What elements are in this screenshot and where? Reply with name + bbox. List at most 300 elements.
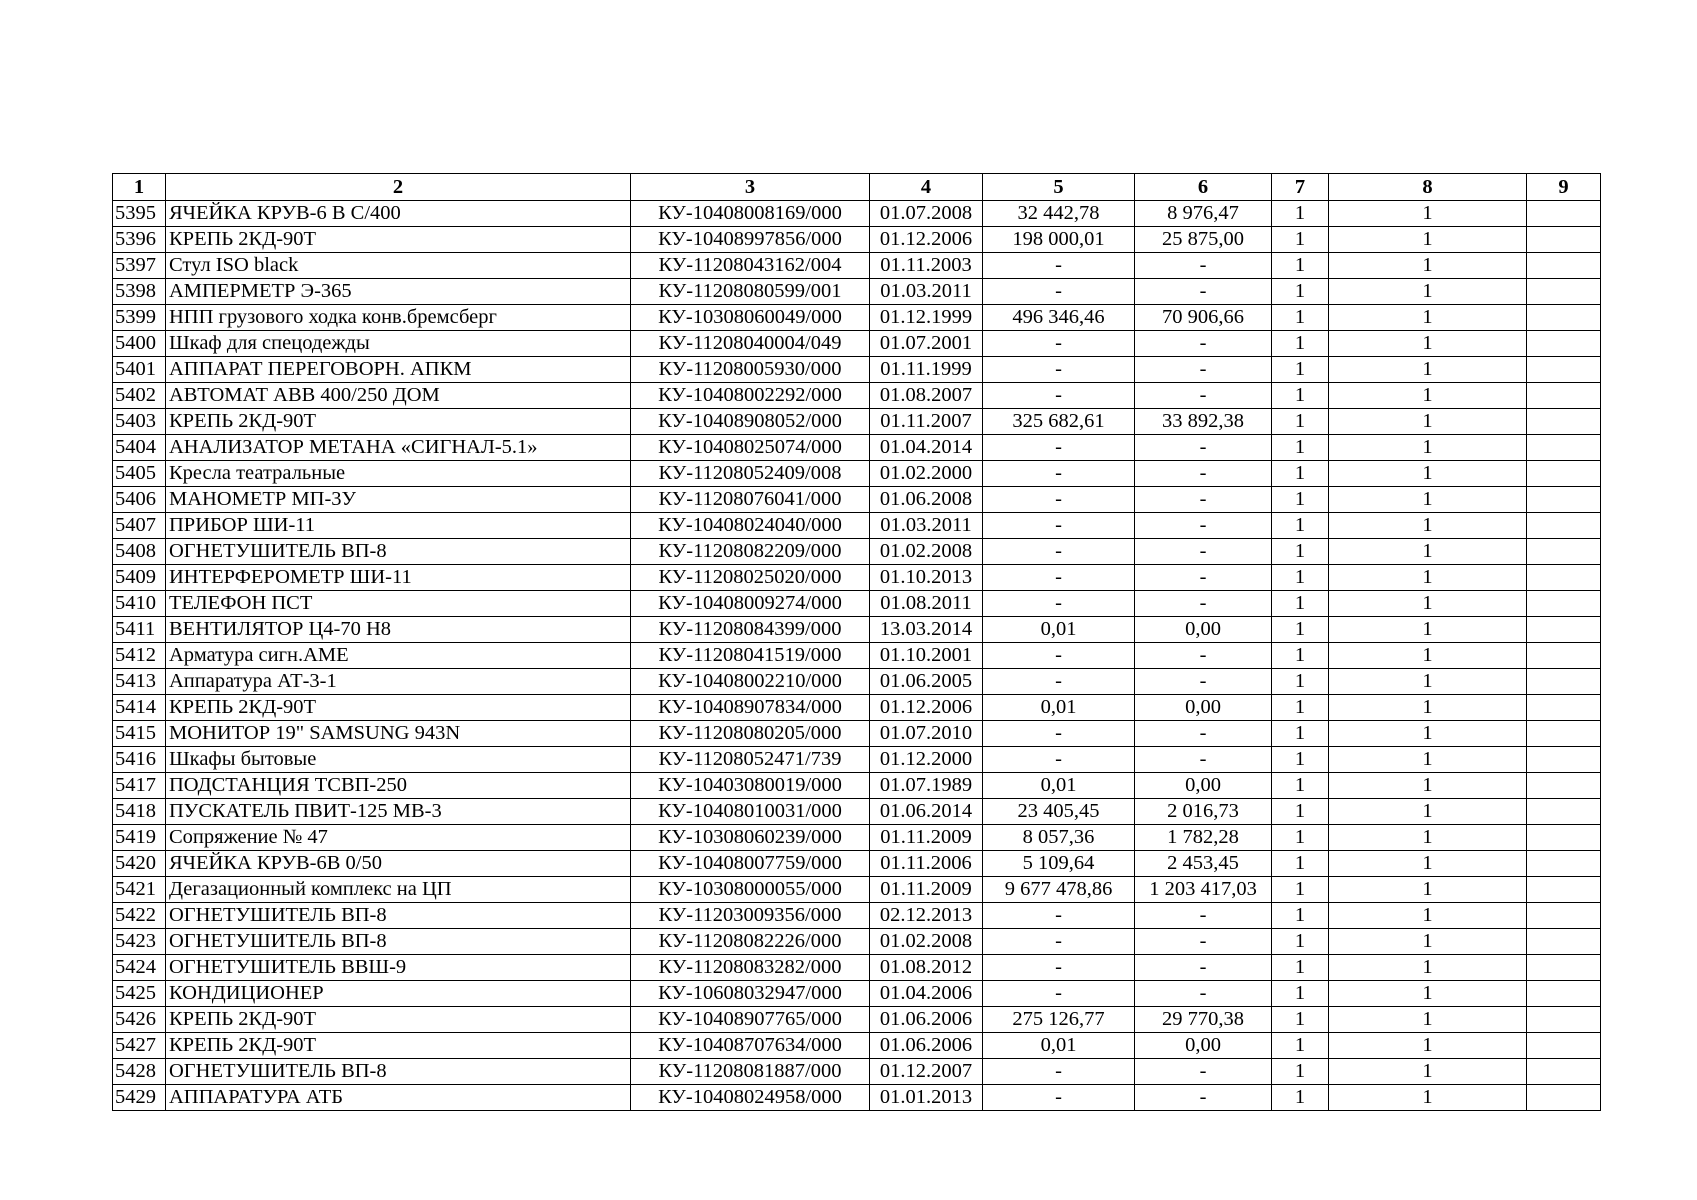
- table-row: [113, 903, 1601, 929]
- date-cell: 01.01.2013: [870, 1085, 983, 1111]
- row-number-cell: 5426: [113, 1007, 166, 1033]
- row-number-cell: 5397: [113, 253, 166, 279]
- initial-cost-cell: -: [983, 955, 1135, 981]
- date-cell: 01.10.2013: [870, 565, 983, 591]
- row-number-cell: 5421: [113, 877, 166, 903]
- note-cell: [1527, 929, 1601, 955]
- residual-cost-cell: -: [1135, 357, 1272, 383]
- asset-table: [112, 173, 1601, 1111]
- quantity-actual-cell: 1: [1329, 253, 1527, 279]
- initial-cost-cell: -: [983, 487, 1135, 513]
- column-header-5: 5: [983, 174, 1135, 201]
- row-number-cell: 5419: [113, 825, 166, 851]
- name-cell: ВЕНТИЛЯТОР Ц4-70 Н8: [166, 617, 631, 643]
- date-cell: 01.02.2008: [870, 929, 983, 955]
- quantity-actual-cell: 1: [1329, 617, 1527, 643]
- initial-cost-cell: -: [983, 539, 1135, 565]
- table-row: [113, 487, 1601, 513]
- table-row: [113, 227, 1601, 253]
- quantity-cell: 1: [1272, 513, 1329, 539]
- quantity-cell: 1: [1272, 799, 1329, 825]
- name-cell: МАНОМЕТР МП-3У: [166, 487, 631, 513]
- initial-cost-cell: 0,01: [983, 1033, 1135, 1059]
- residual-cost-cell: -: [1135, 383, 1272, 409]
- row-number-cell: 5424: [113, 955, 166, 981]
- quantity-actual-cell: 1: [1329, 435, 1527, 461]
- table-row: [113, 279, 1601, 305]
- date-cell: 01.02.2000: [870, 461, 983, 487]
- residual-cost-cell: -: [1135, 903, 1272, 929]
- name-cell: МОНИТОР 19" SAMSUNG 943N: [166, 721, 631, 747]
- date-cell: 01.04.2014: [870, 435, 983, 461]
- quantity-actual-cell: 1: [1329, 877, 1527, 903]
- name-cell: Шкаф для спецодежды: [166, 331, 631, 357]
- quantity-cell: 1: [1272, 955, 1329, 981]
- residual-cost-cell: 1 203 417,03: [1135, 877, 1272, 903]
- quantity-actual-cell: 1: [1329, 513, 1527, 539]
- quantity-actual-cell: 1: [1329, 201, 1527, 227]
- name-cell: АППАРАТУРА АТБ: [166, 1085, 631, 1111]
- note-cell: [1527, 253, 1601, 279]
- inventory-code-cell: КУ-11208084399/000: [631, 617, 870, 643]
- inventory-code-cell: КУ-11208025020/000: [631, 565, 870, 591]
- initial-cost-cell: -: [983, 747, 1135, 773]
- initial-cost-cell: 5 109,64: [983, 851, 1135, 877]
- name-cell: АВТОМАТ АВВ 400/250 ДОМ: [166, 383, 631, 409]
- table-row: [113, 435, 1601, 461]
- table-row: [113, 617, 1601, 643]
- date-cell: 01.07.2010: [870, 721, 983, 747]
- initial-cost-cell: 0,01: [983, 617, 1135, 643]
- initial-cost-cell: -: [983, 331, 1135, 357]
- name-cell: ОГНЕТУШИТЕЛЬ ВП-8: [166, 1059, 631, 1085]
- name-cell: НПП грузового ходка конв.бремсберг: [166, 305, 631, 331]
- table-row: [113, 513, 1601, 539]
- note-cell: [1527, 305, 1601, 331]
- quantity-cell: 1: [1272, 383, 1329, 409]
- residual-cost-cell: -: [1135, 643, 1272, 669]
- table-row: [113, 383, 1601, 409]
- residual-cost-cell: 2 453,45: [1135, 851, 1272, 877]
- quantity-cell: 1: [1272, 721, 1329, 747]
- quantity-actual-cell: 1: [1329, 903, 1527, 929]
- column-header-4: 4: [870, 174, 983, 201]
- note-cell: [1527, 669, 1601, 695]
- row-number-cell: 5409: [113, 565, 166, 591]
- residual-cost-cell: -: [1135, 591, 1272, 617]
- initial-cost-cell: 496 346,46: [983, 305, 1135, 331]
- row-number-cell: 5400: [113, 331, 166, 357]
- quantity-actual-cell: 1: [1329, 331, 1527, 357]
- note-cell: [1527, 773, 1601, 799]
- initial-cost-cell: -: [983, 513, 1135, 539]
- row-number-cell: 5418: [113, 799, 166, 825]
- quantity-actual-cell: 1: [1329, 1085, 1527, 1111]
- name-cell: Аппаратура АТ-3-1: [166, 669, 631, 695]
- name-cell: Дегазационный комплекс на ЦП: [166, 877, 631, 903]
- date-cell: 01.06.2006: [870, 1033, 983, 1059]
- quantity-actual-cell: 1: [1329, 929, 1527, 955]
- table-row: [113, 201, 1601, 227]
- initial-cost-cell: -: [983, 461, 1135, 487]
- initial-cost-cell: -: [983, 253, 1135, 279]
- quantity-actual-cell: 1: [1329, 955, 1527, 981]
- date-cell: 01.12.2007: [870, 1059, 983, 1085]
- note-cell: [1527, 331, 1601, 357]
- row-number-cell: 5395: [113, 201, 166, 227]
- table-row: [113, 1033, 1601, 1059]
- inventory-code-cell: КУ-10308060239/000: [631, 825, 870, 851]
- note-cell: [1527, 747, 1601, 773]
- inventory-code-cell: КУ-10408002292/000: [631, 383, 870, 409]
- residual-cost-cell: -: [1135, 955, 1272, 981]
- note-cell: [1527, 903, 1601, 929]
- inventory-code-cell: КУ-10408707634/000: [631, 1033, 870, 1059]
- initial-cost-cell: -: [983, 565, 1135, 591]
- quantity-cell: 1: [1272, 591, 1329, 617]
- residual-cost-cell: -: [1135, 747, 1272, 773]
- table-row: [113, 695, 1601, 721]
- note-cell: [1527, 383, 1601, 409]
- quantity-actual-cell: 1: [1329, 409, 1527, 435]
- quantity-actual-cell: 1: [1329, 981, 1527, 1007]
- date-cell: 01.06.2006: [870, 1007, 983, 1033]
- quantity-actual-cell: 1: [1329, 539, 1527, 565]
- quantity-cell: 1: [1272, 1007, 1329, 1033]
- quantity-cell: 1: [1272, 539, 1329, 565]
- note-cell: [1527, 1059, 1601, 1085]
- quantity-cell: 1: [1272, 1085, 1329, 1111]
- date-cell: 01.12.2006: [870, 227, 983, 253]
- date-cell: 01.10.2001: [870, 643, 983, 669]
- date-cell: 01.06.2005: [870, 669, 983, 695]
- date-cell: 01.04.2006: [870, 981, 983, 1007]
- quantity-cell: 1: [1272, 253, 1329, 279]
- quantity-actual-cell: 1: [1329, 565, 1527, 591]
- name-cell: Сопряжение № 47: [166, 825, 631, 851]
- note-cell: [1527, 799, 1601, 825]
- quantity-actual-cell: 1: [1329, 461, 1527, 487]
- name-cell: Арматура сигн.АМЕ: [166, 643, 631, 669]
- quantity-actual-cell: 1: [1329, 591, 1527, 617]
- inventory-code-cell: КУ-10408907765/000: [631, 1007, 870, 1033]
- inventory-code-cell: КУ-10408010031/000: [631, 799, 870, 825]
- inventory-code-cell: КУ-11208040004/049: [631, 331, 870, 357]
- inventory-code-cell: КУ-10408008169/000: [631, 201, 870, 227]
- quantity-actual-cell: 1: [1329, 305, 1527, 331]
- name-cell: ОГНЕТУШИТЕЛЬ ВВШ-9: [166, 955, 631, 981]
- table-row: [113, 877, 1601, 903]
- date-cell: 01.12.1999: [870, 305, 983, 331]
- column-header-1: 1: [113, 174, 166, 201]
- name-cell: КРЕПЬ 2КД-90Т: [166, 409, 631, 435]
- quantity-actual-cell: 1: [1329, 773, 1527, 799]
- inventory-code-cell: КУ-11208005930/000: [631, 357, 870, 383]
- table-row: [113, 539, 1601, 565]
- note-cell: [1527, 721, 1601, 747]
- date-cell: 01.11.2009: [870, 825, 983, 851]
- note-cell: [1527, 565, 1601, 591]
- quantity-actual-cell: 1: [1329, 1033, 1527, 1059]
- table-row: [113, 331, 1601, 357]
- table-row: [113, 409, 1601, 435]
- name-cell: КРЕПЬ 2КД-90Т: [166, 1007, 631, 1033]
- inventory-code-cell: КУ-10408907834/000: [631, 695, 870, 721]
- row-number-cell: 5411: [113, 617, 166, 643]
- residual-cost-cell: -: [1135, 1059, 1272, 1085]
- row-number-cell: 5404: [113, 435, 166, 461]
- residual-cost-cell: 0,00: [1135, 695, 1272, 721]
- initial-cost-cell: -: [983, 279, 1135, 305]
- quantity-cell: 1: [1272, 435, 1329, 461]
- note-cell: [1527, 539, 1601, 565]
- date-cell: 01.07.2001: [870, 331, 983, 357]
- table-row: [113, 643, 1601, 669]
- date-cell: 01.08.2007: [870, 383, 983, 409]
- inventory-code-cell: КУ-10408002210/000: [631, 669, 870, 695]
- note-cell: [1527, 409, 1601, 435]
- name-cell: ИНТЕРФЕРОМЕТР ШИ-11: [166, 565, 631, 591]
- name-cell: ОГНЕТУШИТЕЛЬ ВП-8: [166, 903, 631, 929]
- date-cell: 01.08.2011: [870, 591, 983, 617]
- table-row: [113, 799, 1601, 825]
- quantity-cell: 1: [1272, 617, 1329, 643]
- quantity-cell: 1: [1272, 877, 1329, 903]
- row-number-cell: 5415: [113, 721, 166, 747]
- name-cell: АППАРАТ ПЕРЕГОВОРН. АПКМ: [166, 357, 631, 383]
- column-header-3: 3: [631, 174, 870, 201]
- name-cell: Кресла театральные: [166, 461, 631, 487]
- table-row: [113, 669, 1601, 695]
- initial-cost-cell: 23 405,45: [983, 799, 1135, 825]
- quantity-cell: 1: [1272, 1033, 1329, 1059]
- quantity-cell: 1: [1272, 695, 1329, 721]
- residual-cost-cell: 25 875,00: [1135, 227, 1272, 253]
- residual-cost-cell: -: [1135, 461, 1272, 487]
- residual-cost-cell: -: [1135, 331, 1272, 357]
- row-number-cell: 5410: [113, 591, 166, 617]
- table-row: [113, 565, 1601, 591]
- table-row: [113, 305, 1601, 331]
- name-cell: ТЕЛЕФОН ПСТ: [166, 591, 631, 617]
- date-cell: 01.11.2003: [870, 253, 983, 279]
- initial-cost-cell: -: [983, 383, 1135, 409]
- quantity-cell: 1: [1272, 331, 1329, 357]
- note-cell: [1527, 357, 1601, 383]
- note-cell: [1527, 617, 1601, 643]
- inventory-code-cell: КУ-10608032947/000: [631, 981, 870, 1007]
- inventory-code-cell: КУ-10408997856/000: [631, 227, 870, 253]
- row-number-cell: 5416: [113, 747, 166, 773]
- residual-cost-cell: 33 892,38: [1135, 409, 1272, 435]
- initial-cost-cell: 0,01: [983, 773, 1135, 799]
- note-cell: [1527, 955, 1601, 981]
- residual-cost-cell: 1 782,28: [1135, 825, 1272, 851]
- name-cell: ЯЧЕЙКА КРУВ-6 В С/400: [166, 201, 631, 227]
- row-number-cell: 5427: [113, 1033, 166, 1059]
- quantity-cell: 1: [1272, 773, 1329, 799]
- residual-cost-cell: -: [1135, 565, 1272, 591]
- column-header-8: 8: [1329, 174, 1527, 201]
- quantity-cell: 1: [1272, 227, 1329, 253]
- date-cell: 01.06.2014: [870, 799, 983, 825]
- residual-cost-cell: -: [1135, 435, 1272, 461]
- residual-cost-cell: 8 976,47: [1135, 201, 1272, 227]
- name-cell: ПРИБОР ШИ-11: [166, 513, 631, 539]
- residual-cost-cell: -: [1135, 721, 1272, 747]
- residual-cost-cell: -: [1135, 1085, 1272, 1111]
- quantity-cell: 1: [1272, 1059, 1329, 1085]
- quantity-actual-cell: 1: [1329, 825, 1527, 851]
- name-cell: КРЕПЬ 2КД-90Т: [166, 695, 631, 721]
- quantity-actual-cell: 1: [1329, 643, 1527, 669]
- inventory-code-cell: КУ-10408025074/000: [631, 435, 870, 461]
- header-row: [113, 174, 1601, 201]
- table-row: [113, 1085, 1601, 1111]
- initial-cost-cell: -: [983, 929, 1135, 955]
- inventory-code-cell: КУ-10408908052/000: [631, 409, 870, 435]
- row-number-cell: 5423: [113, 929, 166, 955]
- quantity-cell: 1: [1272, 929, 1329, 955]
- note-cell: [1527, 279, 1601, 305]
- initial-cost-cell: -: [983, 721, 1135, 747]
- row-number-cell: 5429: [113, 1085, 166, 1111]
- inventory-code-cell: КУ-11208076041/000: [631, 487, 870, 513]
- quantity-actual-cell: 1: [1329, 227, 1527, 253]
- inventory-code-cell: КУ-11208043162/004: [631, 253, 870, 279]
- row-number-cell: 5428: [113, 1059, 166, 1085]
- inventory-code-cell: КУ-11208083282/000: [631, 955, 870, 981]
- row-number-cell: 5402: [113, 383, 166, 409]
- row-number-cell: 5396: [113, 227, 166, 253]
- initial-cost-cell: -: [983, 643, 1135, 669]
- initial-cost-cell: 32 442,78: [983, 201, 1135, 227]
- date-cell: 01.11.2007: [870, 409, 983, 435]
- residual-cost-cell: -: [1135, 487, 1272, 513]
- table-row: [113, 357, 1601, 383]
- inventory-code-cell: КУ-10408024958/000: [631, 1085, 870, 1111]
- column-header-2: 2: [166, 174, 631, 201]
- table-row: [113, 773, 1601, 799]
- residual-cost-cell: 29 770,38: [1135, 1007, 1272, 1033]
- table-row: [113, 981, 1601, 1007]
- quantity-cell: 1: [1272, 643, 1329, 669]
- initial-cost-cell: -: [983, 903, 1135, 929]
- inventory-code-cell: КУ-10408009274/000: [631, 591, 870, 617]
- note-cell: [1527, 487, 1601, 513]
- initial-cost-cell: -: [983, 669, 1135, 695]
- name-cell: ЯЧЕЙКА КРУВ-6В 0/50: [166, 851, 631, 877]
- quantity-actual-cell: 1: [1329, 383, 1527, 409]
- residual-cost-cell: -: [1135, 929, 1272, 955]
- date-cell: 01.06.2008: [870, 487, 983, 513]
- quantity-actual-cell: 1: [1329, 799, 1527, 825]
- quantity-cell: 1: [1272, 487, 1329, 513]
- quantity-actual-cell: 1: [1329, 721, 1527, 747]
- date-cell: 13.03.2014: [870, 617, 983, 643]
- column-header-9: 9: [1527, 174, 1601, 201]
- initial-cost-cell: -: [983, 1059, 1135, 1085]
- initial-cost-cell: -: [983, 357, 1135, 383]
- table-row: [113, 591, 1601, 617]
- quantity-cell: 1: [1272, 825, 1329, 851]
- date-cell: 01.12.2000: [870, 747, 983, 773]
- date-cell: 01.12.2006: [870, 695, 983, 721]
- quantity-actual-cell: 1: [1329, 747, 1527, 773]
- quantity-cell: 1: [1272, 747, 1329, 773]
- quantity-actual-cell: 1: [1329, 279, 1527, 305]
- table-row: [113, 955, 1601, 981]
- initial-cost-cell: 198 000,01: [983, 227, 1135, 253]
- row-number-cell: 5414: [113, 695, 166, 721]
- quantity-actual-cell: 1: [1329, 695, 1527, 721]
- name-cell: Шкафы бытовые: [166, 747, 631, 773]
- residual-cost-cell: -: [1135, 539, 1272, 565]
- note-cell: [1527, 513, 1601, 539]
- row-number-cell: 5420: [113, 851, 166, 877]
- table-row: [113, 825, 1601, 851]
- row-number-cell: 5399: [113, 305, 166, 331]
- quantity-cell: 1: [1272, 851, 1329, 877]
- inventory-code-cell: КУ-11208041519/000: [631, 643, 870, 669]
- row-number-cell: 5412: [113, 643, 166, 669]
- inventory-code-cell: КУ-11208082226/000: [631, 929, 870, 955]
- row-number-cell: 5413: [113, 669, 166, 695]
- row-number-cell: 5403: [113, 409, 166, 435]
- quantity-actual-cell: 1: [1329, 487, 1527, 513]
- quantity-cell: 1: [1272, 201, 1329, 227]
- note-cell: [1527, 201, 1601, 227]
- inventory-code-cell: КУ-11208052471/739: [631, 747, 870, 773]
- inventory-code-cell: КУ-11208081887/000: [631, 1059, 870, 1085]
- quantity-actual-cell: 1: [1329, 1059, 1527, 1085]
- row-number-cell: 5425: [113, 981, 166, 1007]
- residual-cost-cell: -: [1135, 513, 1272, 539]
- note-cell: [1527, 695, 1601, 721]
- row-number-cell: 5422: [113, 903, 166, 929]
- column-header-6: 6: [1135, 174, 1272, 201]
- residual-cost-cell: 70 906,66: [1135, 305, 1272, 331]
- note-cell: [1527, 1085, 1601, 1111]
- inventory-code-cell: КУ-10408024040/000: [631, 513, 870, 539]
- row-number-cell: 5405: [113, 461, 166, 487]
- quantity-actual-cell: 1: [1329, 669, 1527, 695]
- table-row: [113, 929, 1601, 955]
- table-row: [113, 253, 1601, 279]
- quantity-cell: 1: [1272, 461, 1329, 487]
- note-cell: [1527, 227, 1601, 253]
- name-cell: Стул ISO black: [166, 253, 631, 279]
- quantity-actual-cell: 1: [1329, 1007, 1527, 1033]
- inventory-code-cell: КУ-11208082209/000: [631, 539, 870, 565]
- note-cell: [1527, 851, 1601, 877]
- initial-cost-cell: 9 677 478,86: [983, 877, 1135, 903]
- note-cell: [1527, 981, 1601, 1007]
- date-cell: 01.07.1989: [870, 773, 983, 799]
- name-cell: АМПЕРМЕТР Э-365: [166, 279, 631, 305]
- table-body: [113, 201, 1601, 1111]
- name-cell: ПУСКАТЕЛЬ ПВИТ-125 МВ-3: [166, 799, 631, 825]
- residual-cost-cell: -: [1135, 669, 1272, 695]
- inventory-code-cell: КУ-11208080205/000: [631, 721, 870, 747]
- row-number-cell: 5407: [113, 513, 166, 539]
- table-row: [113, 747, 1601, 773]
- inventory-code-cell: КУ-11208052409/008: [631, 461, 870, 487]
- date-cell: 01.11.2006: [870, 851, 983, 877]
- date-cell: 01.03.2011: [870, 279, 983, 305]
- initial-cost-cell: -: [983, 591, 1135, 617]
- initial-cost-cell: -: [983, 981, 1135, 1007]
